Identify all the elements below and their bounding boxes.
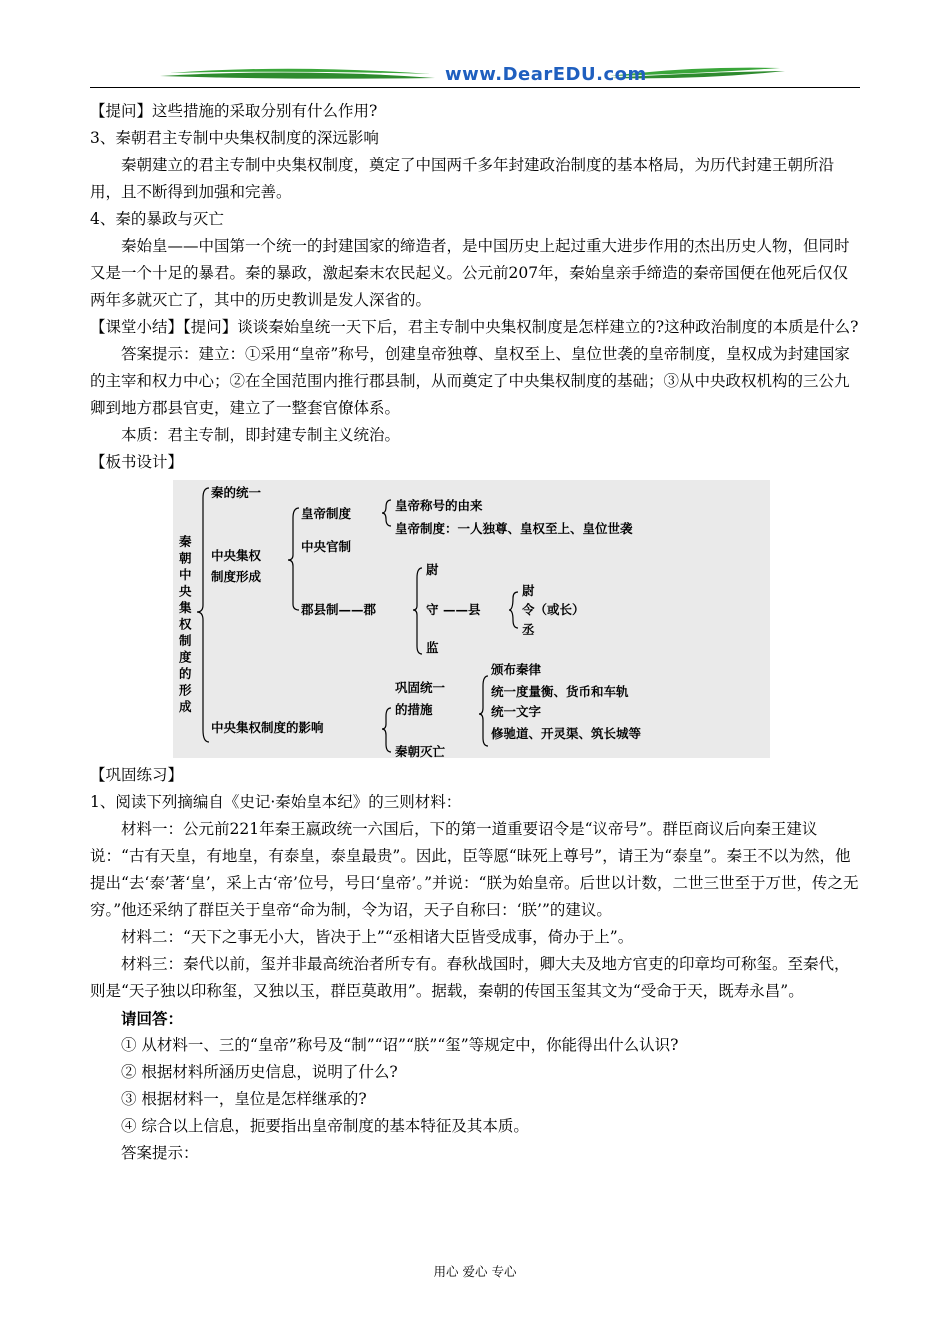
summary-question: 【课堂小结】【提问】谈谈秦始皇统一天下后，君主专制中央集权制度是怎样建立的?这种政治制度的本质是什么? [90,318,859,336]
section-heading-4: 4、秦的暴政与灭亡 [90,210,224,228]
answer-hint-essence: 本质：君主专制，即封建专制主义统治。 [121,426,401,444]
board-node-county-sys: 郡县制——郡 [301,602,377,617]
page-header [90,58,860,92]
board-node-influence: 中央集权制度的影响 [211,720,324,735]
material-two: 材料二：“天下之事无小大，皆决于上”“丞相诸大臣皆受成事，倚办于上”。 [121,928,634,946]
board-node-law: 颁布秦律 [491,662,542,677]
board-root-char: 朝 [179,550,192,566]
board-node-central-1: 中央集权 [211,548,262,563]
board-node-jian: 监 [426,640,439,655]
board-node-unify: 秦的统一 [211,485,262,500]
brace-influence [382,708,391,752]
board-node-consol-1: 巩固统一 [395,680,446,695]
board-node-ling: 令（或长） [522,602,585,617]
board-node-emperor-sys: 皇帝制度：一人独尊、皇权至上、皇位世袭 [395,521,633,536]
answer-hint-establish: 答案提示：建立：①采用“皇帝”称号，创建皇帝独尊、皇权至上、皇位世袭的皇帝制度，皇权成为封建国家的主宰和权力中心；②在全国范围内推行郡县制，从而奠定了中央集权制度的基础；③从中央政权机构的三公九卿到地方郡县官吏，建立了一整套官僚体系。 [90,345,850,417]
board-diagram-svg [173,480,770,758]
board-node-script: 统一文字 [491,704,542,719]
material-three: 材料三：秦代以前，玺并非最高统治者所专有。春秋战国时，卿大夫及地方官吏的印章均可称玺。至秦代，则是“天子独以印称玺，又独以玉，群臣莫敢用”。据载，秦朝的传国玉玺其文为“受命于天，既寿永昌”。 [90,955,850,1000]
please-answer: 请回答： [121,1009,184,1028]
board-node-xian: ——县 [443,602,481,617]
board-node-fall: 秦朝灭亡 [395,744,446,758]
board-node-measure: 统一度量衡、货币和车轨 [491,684,629,699]
board-node-wei2: 尉 [522,583,535,598]
document-body [90,98,860,1167]
board-node-cheng: 丞 [522,622,535,637]
brace-xian [509,592,518,628]
board-node-origin: 皇帝称号的由来 [395,498,483,513]
question-2: ② 根据材料所涵历史信息，说明了什么? [121,1063,398,1081]
brace-consol [479,676,488,746]
answer-hint-label: 答案提示： [121,1144,199,1162]
brace-central [288,508,299,610]
board-root-char: 中 [179,567,192,582]
board-design-heading: 【板书设计】 [90,453,184,471]
header-divider [90,87,860,88]
board-root-char: 成 [179,699,192,714]
board-root-char: 的 [179,666,192,681]
board-node-central-2: 制度形成 [211,569,262,584]
board-node-shou: 守 [426,602,439,617]
board-root-char: 集 [179,600,192,615]
practice-heading: 【巩固练习】 [90,766,184,784]
board-root-char: 形 [179,682,192,698]
question-1: ① 从材料一、三的“皇帝”称号及“制”“诏”“朕”“玺”等规定中，你能得出什么认识? [121,1036,679,1054]
board-root-char: 制 [179,633,192,648]
board-node-officials: 中央官制 [301,539,352,554]
brace-emperor [382,500,391,526]
question-3: ③ 根据材料一，皇位是怎样继承的? [121,1090,367,1108]
material-one: 材料一：公元前221年秦王嬴政统一六国后，下的第一道重要诏令是“议帝号”。群臣商议后向秦王建议说：“古有天皇，有地皇，有泰皇，泰皇最贵”。因此，臣等愿“昧死上尊号”，请王为“泰皇”。秦王不以为然，他提出“去‘泰’著‘皇’，采上古‘帝’位号，号曰‘皇帝’。”并说：“朕为始皇帝。后世以计数，二世三世至于万世，传之无穷。”他还采纳了群臣关于皇帝“命为制，令为诏，天子自称曰：‘朕’”的建议。 [90,820,859,919]
board-root-vertical [178,534,192,714]
exercise-intro: 1、阅读下列摘编自《史记·秦始皇本纪》的三则材料： [90,793,462,811]
brace-root [197,488,209,742]
paragraph-tyranny: 秦始皇——中国第一个统一的封建国家的缔造者，是中国历史上起过重大进步作用的杰出历史人物，但同时又是一个十足的暴君。秦的暴政，激起秦末农民起义。公元前207年，秦始皇亲手缔造的秦帝国便在他死后仅仅两年多就灭亡了，其中的历史教训是发人深省的。 [90,237,850,309]
board-root-char: 权 [179,616,192,632]
board-root-char: 央 [179,583,192,599]
board-node-emperor: 皇帝制度 [301,506,352,521]
board-node-wei: 尉 [426,562,439,577]
paragraph-influence: 秦朝建立的君主专制中央集权制度，奠定了中国两千多年封建政治制度的基本格局，为历代封建王朝所沿用，且不断得到加强和完善。 [90,156,835,201]
question-prompt: 【提问】这些措施的采取分别有什么作用? [90,102,378,120]
section-heading-3: 3、秦朝君主专制中央集权制度的深远影响 [90,129,379,147]
question-4: ④ 综合以上信息，扼要指出皇帝制度的基本特征及其本质。 [121,1117,529,1135]
brace-county [413,568,422,654]
page-footer: 用心 爱心 专心 [433,1264,517,1279]
site-logo-text[interactable]: www.DearEDU.com [445,64,647,85]
board-design-diagram [173,480,770,758]
board-node-roads: 修驰道、开灵渠、筑长城等 [491,726,642,741]
board-root-char: 度 [179,649,192,665]
board-root-char: 秦 [179,534,192,549]
board-node-consol-2: 的措施 [395,702,433,717]
